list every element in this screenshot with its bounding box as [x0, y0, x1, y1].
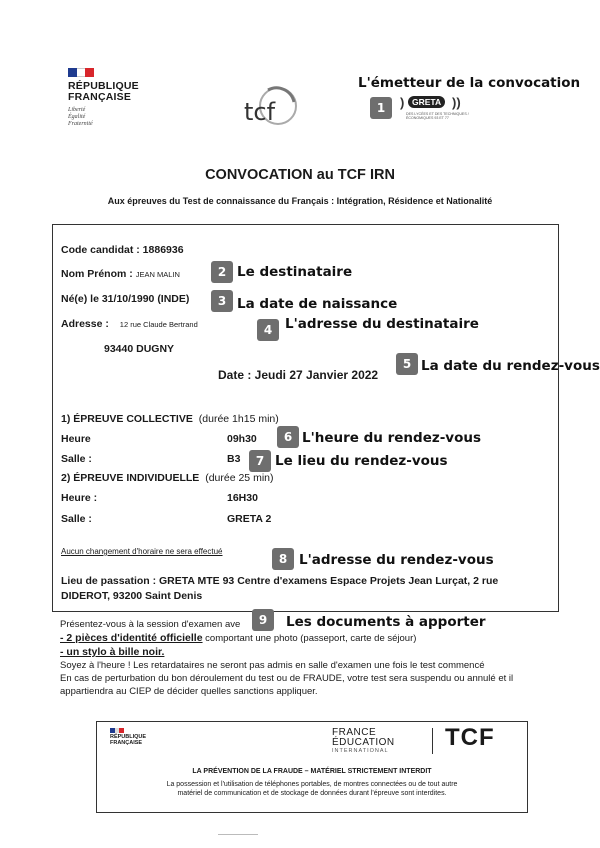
- fei-line3: INTERNATIONAL: [332, 748, 389, 754]
- callout-2-badge: 2: [211, 261, 233, 283]
- instructions-line5: appartiendra au CIEP de décider quelles sanctions appliquer.: [60, 686, 318, 697]
- footer-republique-logo: [110, 728, 146, 746]
- individuelle-duration: (durée 25 min): [205, 472, 274, 484]
- footer-flag-icon: [110, 728, 124, 733]
- callout-4-badge: 4: [257, 319, 279, 341]
- page-subtitle: Aux épreuves du Test de connaissance du Français : Intégration, Résidence et Nationalité: [107, 196, 493, 206]
- callout-5-badge: 5: [396, 353, 418, 375]
- individuelle-salle-value: GRETA 2: [227, 513, 272, 525]
- republic-line1: RÉPUBLIQUE: [68, 80, 139, 92]
- callout-4-label: L'adresse du destinataire: [285, 316, 479, 332]
- page-mark: [218, 834, 258, 835]
- footer-republic-line1: RÉPUBLIQUE: [110, 734, 147, 740]
- callout-7-badge: 7: [249, 450, 271, 472]
- name-label-text: Nom Prénom :: [61, 268, 133, 280]
- motto-liberte: Liberté: [68, 107, 86, 113]
- individuelle-salle-label: Salle :: [61, 513, 92, 525]
- greta-subtitle: DES LYCÉES ET DES TECHNIQUES / ÉCONOMIQUES 93 ET 77: [406, 112, 469, 120]
- fei-line2: ÉDUCATION: [332, 737, 395, 748]
- epreuve-collective-title: [61, 413, 279, 425]
- callout-5-label: La date du rendez-vous: [421, 358, 600, 374]
- greta-logo-text: GRETA: [408, 96, 445, 108]
- footer-divider: [432, 728, 433, 754]
- page-title: CONVOCATION au TCF IRN: [205, 167, 395, 183]
- fei-line1: FRANCE: [332, 727, 377, 738]
- callout-3-badge: 3: [211, 290, 233, 312]
- name-value: JEAN MALIN: [135, 270, 180, 279]
- callout-6-badge: 6: [277, 426, 299, 448]
- callout-8-badge: 8: [272, 548, 294, 570]
- fraud-line1: La possession et l'utilisation de téléphones portables, de montres connectées ou de tout autre: [166, 781, 458, 788]
- id-documents-strong: - 2 pièces d'identité officielle: [60, 632, 203, 644]
- address-street: 12 rue Claude Bertrand: [119, 320, 198, 329]
- callout-7-label: Le lieu du rendez-vous: [275, 453, 448, 469]
- tcf-logo-text: tcf: [244, 98, 276, 126]
- wave-left-icon: ): [400, 95, 405, 110]
- motto-egalite: Égalité: [68, 114, 86, 120]
- callout-9-label: Les documents à apporter: [286, 614, 486, 630]
- lieu-line2: DIDEROT, 93200 Saint Denis: [61, 590, 203, 602]
- collective-salle-label: Salle :: [61, 453, 92, 465]
- motto-fraternite: Fraternité: [68, 121, 93, 127]
- callout-1-badge: 1: [370, 97, 392, 119]
- address-city: 93440 DUGNY: [104, 343, 175, 355]
- callout-6-label: L'heure du rendez-vous: [302, 430, 482, 446]
- greta-logo: [400, 95, 480, 127]
- collective-heure-value: 09h30: [227, 433, 257, 445]
- callout-2-label: Le destinataire: [237, 264, 353, 280]
- collective-duration: (durée 1h15 min): [198, 413, 279, 425]
- epreuve-individuelle-title: [61, 472, 273, 484]
- republic-line2: FRANÇAISE: [68, 91, 132, 103]
- fraud-line2: matériel de communication et de stockage de données durant l'épreuve sont interdites.: [177, 790, 447, 797]
- callout-1-label: L'émetteur de la convocation: [358, 75, 581, 91]
- individuelle-heure-label: Heure :: [61, 492, 98, 504]
- instructions-line3: Soyez à l'heure ! Les retardataires ne seront pas admis en salle d'examen une fois le test commencé: [60, 660, 485, 671]
- collective-heure-label: Heure: [61, 433, 91, 445]
- instructions-line4: En cas de perturbation du bon déroulement du test ou de FRAUDE, votre test sera suspendu ou annulé et il: [60, 673, 514, 684]
- callout-8-label: L'adresse du rendez-vous: [299, 552, 494, 568]
- callout-1-text: [358, 74, 580, 92]
- france-education-logo: [332, 728, 395, 755]
- collective-title-text: 1) ÉPREUVE COLLECTIVE: [61, 413, 193, 425]
- address-label: Adresse :: [61, 318, 109, 330]
- republique-francaise-logo: [68, 68, 139, 128]
- french-flag-icon: [68, 68, 94, 77]
- appointment-date: Date : Jeudi 27 Janvier 2022: [218, 368, 379, 382]
- instructions-item1: [60, 632, 416, 644]
- id-documents-rest: comportant une photo (passeport, carte de séjour): [202, 633, 417, 644]
- footer-republic-line2: FRANÇAISE: [110, 740, 143, 746]
- schedule-notice: Aucun changement d'horaire ne sera effectué: [61, 547, 223, 556]
- name-label: [61, 268, 180, 280]
- collective-salle-value: B3: [227, 453, 241, 465]
- callout-3-label: La date de naissance: [237, 296, 398, 312]
- birth-date: Né(e) le 31/10/1990 (INDE): [61, 293, 190, 305]
- individuelle-title-text: 2) ÉPREUVE INDIVIDUELLE: [61, 472, 200, 484]
- individuelle-heure-value: 16H30: [227, 492, 258, 504]
- instructions-item2: - un stylo à bille noir.: [60, 646, 165, 658]
- tcf-logo: [238, 82, 302, 132]
- wave-right-icon: )): [452, 95, 461, 110]
- candidate-code: Code candidat : 1886936: [61, 244, 184, 256]
- fraud-title: LA PRÉVENTION DE LA FRAUDE – MATÉRIEL STRICTEMENT INTERDIT: [192, 768, 432, 775]
- callout-9-badge: 9: [252, 609, 274, 631]
- footer-tcf-logo: TCF: [445, 724, 495, 751]
- lieu-line1: Lieu de passation : GRETA MTE 93 Centre d'examens Espace Projets Jean Lurçat, 2 rue: [61, 575, 499, 587]
- instructions-intro: Présentez-vous à la session d'examen ave: [60, 619, 241, 630]
- address-line: [61, 318, 198, 330]
